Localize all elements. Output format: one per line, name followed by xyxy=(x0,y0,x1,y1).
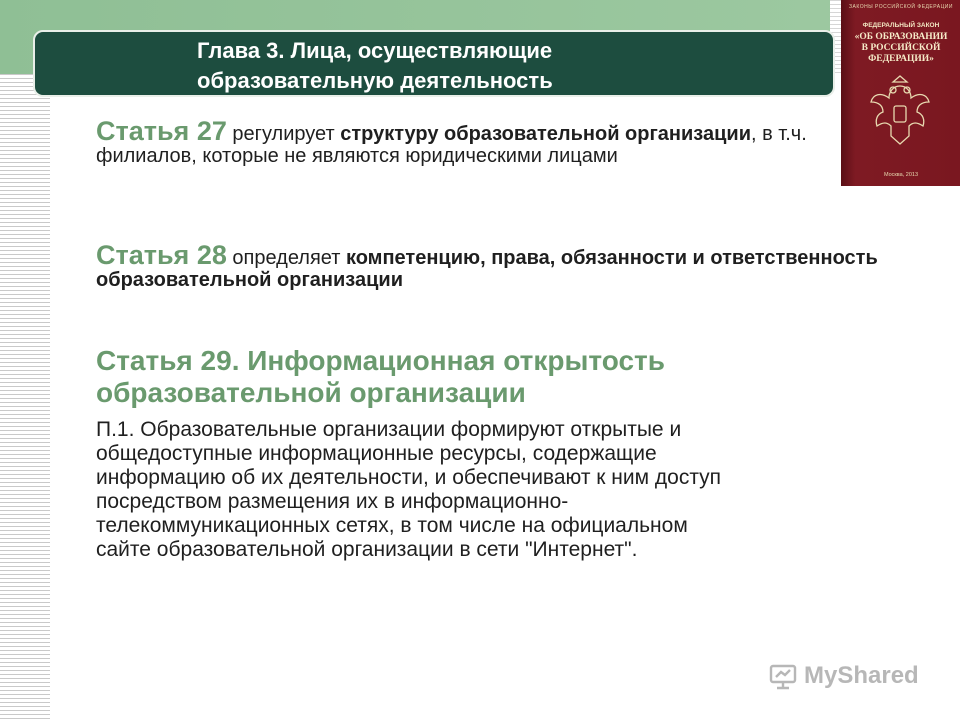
article-27 xyxy=(96,116,816,167)
title-bar xyxy=(33,30,835,97)
myshared-watermark xyxy=(768,658,938,694)
book-year: Москва, 2013 xyxy=(883,172,919,178)
article-27-heading: Статья 27 xyxy=(96,116,227,146)
article-28 xyxy=(96,240,896,291)
article-28-text1: определяет xyxy=(226,247,346,269)
law-book-cover xyxy=(841,0,960,186)
article-28-bold: компетенцию, права, обязанности и ответственность образовательной организации xyxy=(96,247,878,291)
article-29-heading: Статья 29. Информационная открытость образовательной организации xyxy=(96,345,665,408)
article-27-text1: регулирует xyxy=(226,123,341,145)
watermark-text: MyShared xyxy=(804,662,919,689)
article-29-body: П.1. Образовательные организации формируют открытые и общедоступные информационные ресурсы, содержащие информацию об их деятельности, и обеспечивают к ним доступ посредством размещения их в информационно- телекоммуникационных сетях, в том числе на официальном сайте образовательной организации в сети "Интернет". xyxy=(96,418,722,561)
left-stripes xyxy=(0,74,50,720)
coat-of-arms-icon xyxy=(869,72,931,152)
article-28-heading: Статья 28 xyxy=(96,240,227,270)
book-law-label: ФЕДЕРАЛЬНЫЙ ЗАКОН xyxy=(862,22,940,29)
book-title: «ОБ ОБРАЗОВАНИИ В РОССИЙСКОЙ ФЕДЕРАЦИИ» xyxy=(854,32,948,64)
book-series: ЗАКОНЫ РОССИЙСКОЙ ФЕДЕРАЦИИ xyxy=(849,4,953,10)
article-27-bold: структуру образовательной организации xyxy=(340,123,751,145)
article-27-text2: , в т.ч. филиалов, которые не являются юридическими лицами xyxy=(96,123,807,167)
slide-title: Глава 3. Лица, осуществляющие образовательную деятельность xyxy=(197,38,553,93)
presentation-icon xyxy=(768,661,798,691)
